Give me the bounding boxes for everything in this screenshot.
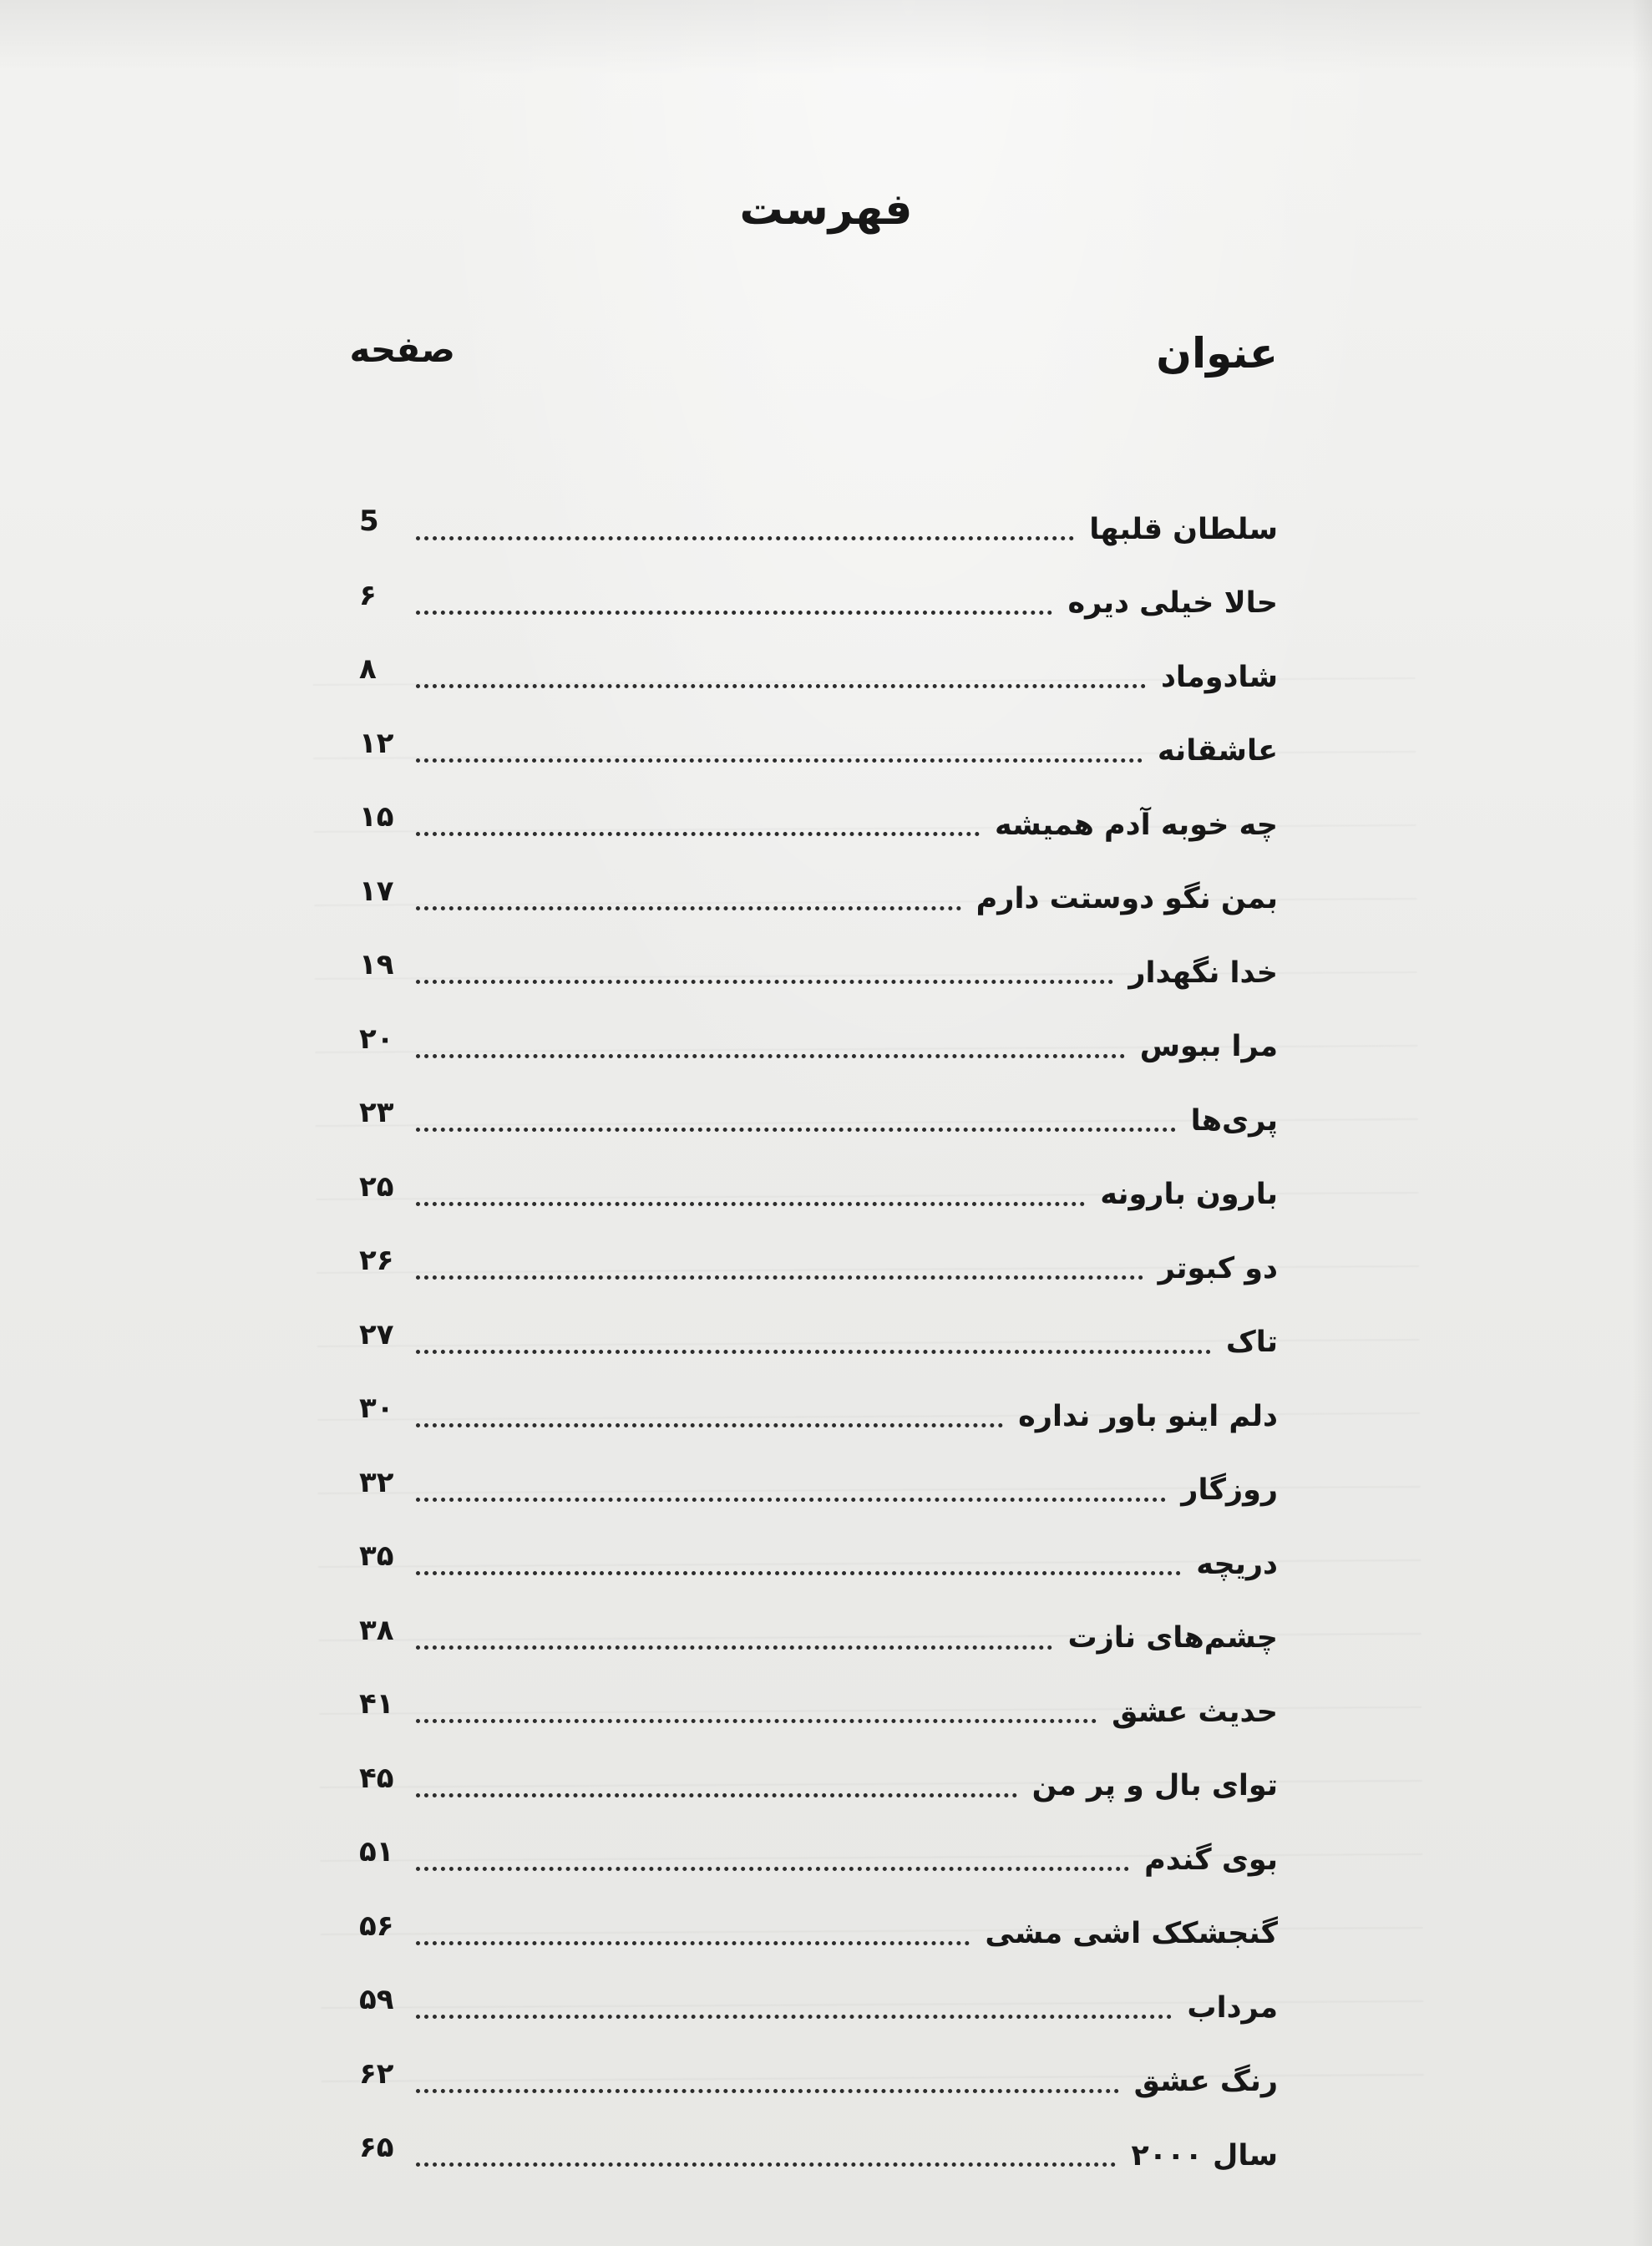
dot-leader bbox=[416, 2014, 1172, 2019]
toc-entry bbox=[359, 1750, 1278, 1824]
toc-entry-page: ۶۲ bbox=[359, 2056, 394, 2091]
toc-entry-page: ۶ bbox=[359, 578, 377, 612]
toc-entry bbox=[359, 1380, 1278, 1454]
toc-entry-title: حالا خیلی دیره bbox=[1067, 586, 1278, 621]
toc-entry-title: مرداب bbox=[1187, 1990, 1278, 2025]
toc-entry bbox=[359, 1528, 1278, 1602]
toc-entry-page: ۱۲ bbox=[359, 726, 394, 760]
dot-leader bbox=[416, 1866, 1129, 1871]
toc-entry bbox=[359, 1971, 1278, 2046]
dot-leader bbox=[416, 1792, 1017, 1797]
toc-entry-title: دریچه bbox=[1196, 1547, 1278, 1581]
dot-leader bbox=[416, 610, 1052, 615]
toc-entry bbox=[359, 715, 1278, 789]
toc-entry bbox=[359, 1602, 1278, 1676]
toc-entry-title: سال ۲۰۰۰ bbox=[1131, 2138, 1278, 2172]
toc-entry-title: توای بال و پر من bbox=[1031, 1769, 1278, 1803]
toc-entry bbox=[359, 1232, 1278, 1306]
dot-leader bbox=[416, 1053, 1125, 1058]
toc-entry-title: دلم اینو باور نداره bbox=[1018, 1399, 1278, 1433]
dot-leader bbox=[416, 1349, 1211, 1354]
dot-leader bbox=[416, 758, 1143, 763]
toc-entry-title: سلطان قلبها bbox=[1089, 512, 1278, 546]
dot-leader bbox=[416, 1570, 1181, 1575]
dot-leader bbox=[416, 1422, 1003, 1427]
toc-entry-title: مرا ببوس bbox=[1139, 1030, 1278, 1064]
title-column-header: عنوان bbox=[1156, 329, 1278, 378]
toc-entry-page: ۲۰ bbox=[359, 1022, 394, 1056]
toc-entry bbox=[359, 863, 1278, 937]
toc-entry-title: بارون بارونه bbox=[1100, 1178, 1278, 1212]
toc-entry-page: ۱۹ bbox=[359, 948, 394, 982]
toc-entry bbox=[359, 1454, 1278, 1529]
dot-leader bbox=[416, 831, 980, 836]
toc-entry-page: ۱۵ bbox=[359, 800, 394, 834]
toc-entry-page: ۳۲ bbox=[359, 1465, 394, 1499]
dot-leader bbox=[416, 535, 1074, 540]
toc-entry-page: ۴۵ bbox=[359, 1761, 394, 1795]
toc-entry-title: حدیث عشق bbox=[1112, 1695, 1278, 1729]
toc-entry bbox=[359, 1306, 1278, 1381]
toc-entry bbox=[359, 1898, 1278, 1972]
toc-entry bbox=[359, 788, 1278, 863]
dot-leader bbox=[416, 1645, 1052, 1650]
toc-entry bbox=[359, 567, 1278, 641]
dot-leader bbox=[416, 1201, 1085, 1206]
toc-entry bbox=[359, 1158, 1278, 1233]
toc-entry-title: خدا نگهدار bbox=[1128, 956, 1278, 990]
toc-entry-page: ۵۱ bbox=[359, 1835, 394, 1869]
toc-entry-page: ۲۷ bbox=[359, 1317, 394, 1351]
dot-leader bbox=[416, 1127, 1176, 1132]
toc-entry bbox=[359, 1676, 1278, 1750]
toc-entry-title: رنگ عشق bbox=[1133, 2065, 1278, 2099]
dot-leader bbox=[416, 1275, 1143, 1280]
toc-entry bbox=[359, 2119, 1278, 2193]
toc-entry-page: ۴۱ bbox=[359, 1687, 394, 1721]
toc-entry bbox=[359, 2046, 1278, 2120]
toc-entry-page: ۲۶ bbox=[359, 1244, 394, 1278]
toc-entry-page: ۵۶ bbox=[359, 1909, 394, 1943]
page-title: فهرست bbox=[739, 185, 913, 235]
dot-leader bbox=[416, 1940, 970, 1945]
toc-entry-title: بوی گندم bbox=[1144, 1843, 1278, 1877]
dot-leader bbox=[416, 1718, 1097, 1723]
toc-entry-title: تاک bbox=[1225, 1326, 1278, 1360]
toc-entry bbox=[359, 493, 1278, 567]
toc-entry bbox=[359, 1823, 1278, 1898]
dot-leader bbox=[416, 905, 961, 910]
toc-entry-page: ۲۳ bbox=[359, 1096, 394, 1130]
toc-entry-page: ۳۰ bbox=[359, 1392, 394, 1426]
toc-entry-page: ۱۷ bbox=[359, 874, 394, 908]
toc-entry-title: چه خوبه آدم همیشه bbox=[994, 808, 1278, 842]
toc-entry-title: عاشقانه bbox=[1157, 734, 1278, 768]
toc-entry-title: دو کبوتر bbox=[1158, 1251, 1278, 1285]
toc-entry-title: گنجشکک اشی مشی bbox=[985, 1917, 1278, 1951]
toc-entry-page: ۲۵ bbox=[359, 1169, 394, 1204]
dot-leader bbox=[416, 1497, 1166, 1502]
dot-leader bbox=[416, 683, 1146, 688]
toc-entry bbox=[359, 936, 1278, 1011]
toc-entry-page: 5 bbox=[359, 504, 379, 539]
toc-entry-title: چشم‌های نازت bbox=[1067, 1621, 1278, 1655]
toc-entry-page: ۶۵ bbox=[359, 2131, 394, 2165]
toc-entry bbox=[359, 1011, 1278, 1085]
toc-entry-page: ۸ bbox=[359, 652, 377, 687]
toc-entry bbox=[359, 641, 1278, 715]
toc-entry-title: روزگار bbox=[1181, 1473, 1278, 1508]
dot-leader bbox=[416, 979, 1113, 984]
page-column-header: صفحه bbox=[349, 329, 455, 370]
toc-entry-title: پری‌ها bbox=[1190, 1103, 1278, 1138]
dot-leader bbox=[416, 2162, 1116, 2167]
toc-entry-title: بمن نگو دوستت دارم bbox=[975, 882, 1278, 916]
toc-entry-page: ۳۵ bbox=[359, 1539, 394, 1574]
toc-entry-page: ۳۸ bbox=[359, 1613, 394, 1647]
toc-entry bbox=[359, 1084, 1278, 1158]
table-of-contents bbox=[359, 493, 1278, 2193]
dot-leader bbox=[416, 2088, 1119, 2093]
toc-entry-title: شادوماد bbox=[1160, 660, 1278, 694]
toc-entry-page: ۵۹ bbox=[359, 1983, 394, 2017]
